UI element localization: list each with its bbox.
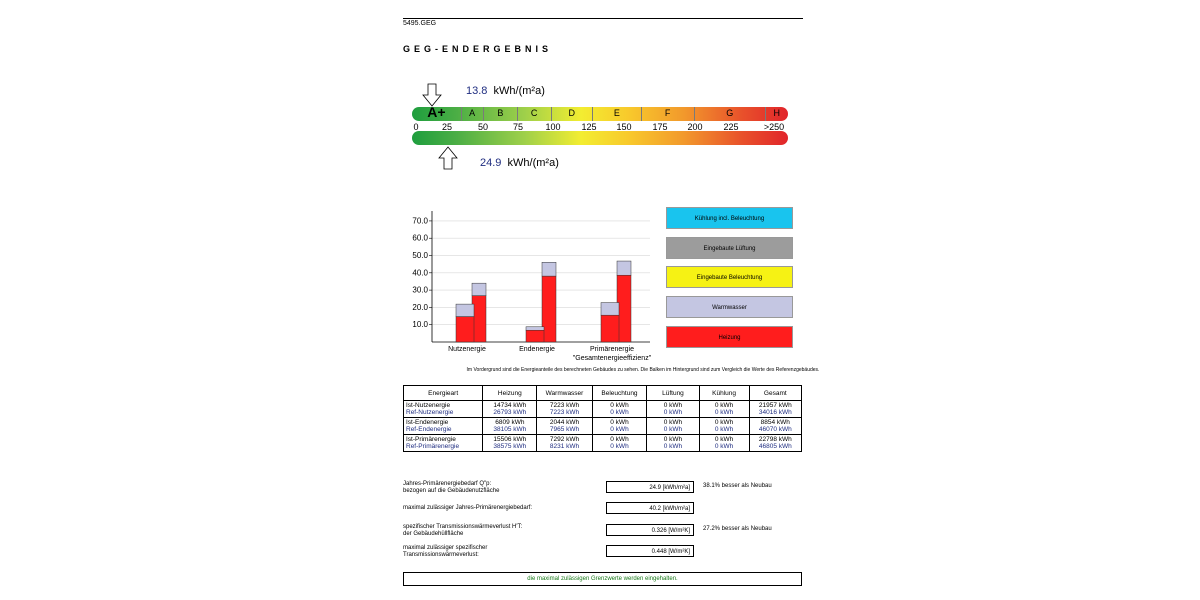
scale-separator [517,107,518,121]
scale-separator [765,107,766,121]
scale-separator [641,107,642,121]
scale-tick: 225 [723,122,739,132]
ist-bar-warmwasser [456,304,474,316]
page-title: GEG-ENDERGEBNIS [403,44,553,54]
scale-class-h: H [773,108,780,118]
scale-class-g: G [726,108,734,118]
ref-bar-warmwasser [542,262,556,276]
scale-tick: 150 [616,122,632,132]
ist-bar-warmwasser [601,303,619,316]
efficiency-scale-bar-lower [412,131,788,145]
y-tick-label: 50.0 [412,251,428,261]
scale-tick: 75 [512,122,524,132]
scale-class-aplus: A+ [427,104,446,120]
conclusion-box: die maximal zulässigen Grenzwerte werden eingehalten. [403,572,802,586]
file-number: 5495.GEG [403,20,437,27]
result-value: 24.9 [kWh/m²a] [606,481,694,493]
ist-bar-heizung [601,315,619,342]
table-row: Ist-Nutzenergie Ref-Nutzenergie 14734 kWh 26793 kWh 7223 kWh 7223 kWh 0 kWh 0 kWh 0 kWh 0 kWh 0 kWh 0 kWh 21957 kWh 34016 kWh [404,401,802,418]
scale-class-a: A [469,108,476,118]
ist-bar-heizung [526,330,544,342]
scale-tick: 0 [413,122,419,132]
scale-tick: 125 [581,122,597,132]
header-rule [403,18,803,19]
y-tick-label: 20.0 [412,302,428,312]
legend-item: Eingebaute Beleuchtung [666,266,793,288]
scale-tick: 100 [545,122,561,132]
y-tick-label: 10.0 [412,320,428,330]
legend-item: Warmwasser [666,296,793,318]
y-tick-label: 60.0 [412,233,428,243]
scale-class-d: D [568,108,576,118]
table-header: Energieart [404,386,483,401]
arrow-up-icon [437,146,459,170]
table-header: Gesamt [749,386,801,401]
ist-bar-warmwasser [526,327,544,330]
scale-separator [483,107,484,121]
scale-class-c: C [530,108,538,118]
x-category-label: Nutzenergie [448,346,486,353]
result-value: 0.448 [W/m²K] [606,545,694,557]
ref-bar-warmwasser [472,283,486,295]
scale-separator [551,107,552,121]
table-header: Kühlung [699,386,749,401]
scale-class-b: B [497,108,504,118]
legend-item: Heizung [666,326,793,348]
y-tick-label: 30.0 [412,285,428,295]
ist-value-top: 13.8 kWh/(m²a) [466,85,545,97]
legend-item: Kühlung incl. Beleuchtung [666,207,793,229]
scale-tick: >250 [763,122,785,132]
x-category-sublabel: "Gesamtenergieeffizienz" [572,355,652,362]
result-label: spezifischer Transmissionswärmeverlust H'T: der Gebäudehüllfläche [403,524,523,537]
table-header: Lüftung [647,386,699,401]
legend-item: Eingebaute Lüftung [666,237,793,259]
x-category-label: Primärenergie [590,346,634,353]
result-comment: 38.1% besser als Neubau [703,483,772,489]
result-value: 0.326 [W/m²K] [606,524,694,536]
scale-separator [461,107,462,121]
scale-tick: 50 [477,122,489,132]
table-row: Ist-Primärenergie Ref-Primärenergie 15506 kWh 38575 kWh 7292 kWh 8231 kWh 0 kWh 0 kWh 0 kWh 0 kWh 0 kWh 0 kWh 22798 kWh 46805 kWh [404,435,802,452]
table-header: Beleuchtung [592,386,647,401]
chart-note: Im Vordergrund sind die Energieanteile des berechneten Gebäudes zu sehen. Die Balken im Hintergrund sind zum Vergleich die Werte des Referenzgebäudes. [466,367,820,373]
scale-separator [592,107,593,121]
x-category-label: Endenergie [519,346,555,353]
energy-table [403,385,802,452]
result-label: maximal zulässiger Jahres-Primärenergiebedarf: [403,505,533,511]
scale-separator [694,107,695,121]
table-row: Ist-Endenergie Ref-Endenergie 6809 kWh 38105 kWh 2044 kWh 7965 kWh 0 kWh 0 kWh 0 kWh 0 kWh 0 kWh 0 kWh 8854 kWh 46070 kWh [404,418,802,435]
table-header: Warmwasser [537,386,592,401]
scale-tick: 25 [441,122,453,132]
scale-tick: 200 [687,122,703,132]
ref-bar-warmwasser [617,261,631,275]
energy-bar-chart [410,205,660,363]
scale-class-f: F [664,108,671,118]
result-comment: 27.2% besser als Neubau [703,526,772,532]
ist-bar-heizung [456,317,474,342]
table-header: Heizung [483,386,537,401]
result-label: maximal zulässiger spezifischer Transmissionswärmeverlust: [403,545,488,558]
ist-value-bottom: 24.9 kWh/(m²a) [480,157,559,169]
result-value: 40.2 [kWh/m²a] [606,502,694,514]
y-tick-label: 70.0 [412,216,428,226]
y-tick-label: 40.0 [412,268,428,278]
scale-tick: 175 [652,122,668,132]
scale-class-e: E [613,108,620,118]
result-label: Jahres-Primärenergiebedarf Q"p: bezogen auf die Gebäudenutzfläche [403,481,500,494]
